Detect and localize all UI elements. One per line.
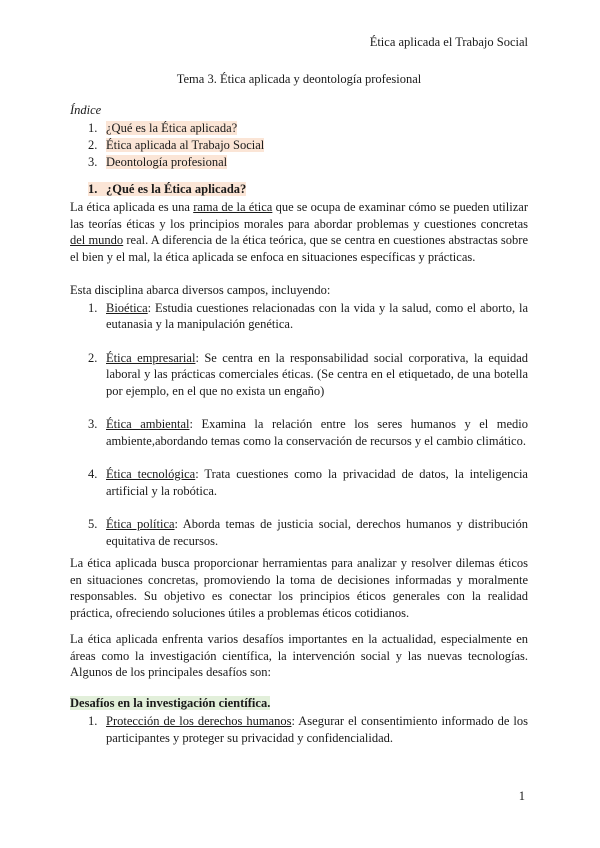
index-list	[70, 120, 528, 171]
index-label: Índice	[70, 103, 102, 117]
list-item-number: 1.	[88, 714, 98, 728]
list-item-term: Bioética	[106, 300, 148, 315]
section-1-heading-number: 1.	[88, 181, 98, 196]
intro-underlined-term: del mundo	[70, 233, 124, 247]
section-1-heading-highlight	[88, 182, 246, 196]
list-item-number: 2.	[88, 350, 98, 365]
list-item-number: 1.	[88, 300, 98, 315]
index-item-label: Deontología profesional	[106, 154, 228, 169]
section-1-heading	[70, 181, 528, 198]
list-item-description: : Aborda temas de justicia social, derechos humanos y distribución equitativa de recursos.	[106, 517, 528, 548]
index-item	[70, 120, 528, 137]
list-item-term: Protección de los derechos humanos	[106, 714, 292, 728]
challenges-heading	[70, 695, 528, 712]
list-item	[70, 516, 528, 549]
challenges-list	[70, 713, 528, 746]
list-item-description: : Examina la relación entre los seres humanos y el medio ambiente,abordando temas como la conservación de recursos y el cambio climático.	[106, 417, 528, 448]
header-text: Ética aplicada el Trabajo Social	[369, 35, 528, 49]
list-item-term: Ética política	[106, 517, 175, 531]
document-title-text: Tema 3. Ética aplicada y deontología profesional	[176, 71, 422, 86]
list-item-term: Ética ambiental	[106, 417, 190, 431]
list-item	[70, 713, 528, 746]
list-item-description: : Trata cuestiones como la privacidad de datos, la inteligencia artificial y la robótica.	[106, 467, 528, 498]
list-item-number: 3.	[88, 417, 98, 431]
list-item	[70, 416, 528, 449]
index-item-label: Ética aplicada al Trabajo Social	[106, 137, 265, 152]
body-paragraph: La ética aplicada busca proporcionar herramientas para analizar y resolver dilemas éticos en situaciones concretas, promoviendo la toma de decisiones informadas y moralmente responsables. Su objetivo es conectar los principios éticos generales con la realidad práctica, ofreciendo soluciones útiles a problemas éticos cotidianos.	[70, 556, 528, 620]
index-item-number: 2.	[88, 137, 98, 152]
list-item	[70, 350, 528, 400]
list-item-term: Ética tecnológica	[106, 467, 196, 481]
challenges-heading-text: Desafíos en la investigación científica.	[70, 695, 271, 710]
index-item-number: 3.	[88, 154, 98, 169]
intro-segment: que se ocupa de examinar cómo se pueden utilizar las teorías éticas y los principios morales para abordar problemas y cuestiones concretas	[70, 200, 528, 231]
intro-paragraph	[70, 199, 528, 265]
index-item-number: 1.	[88, 120, 98, 135]
intro-underlined-term: rama de la ética	[193, 200, 273, 214]
index-item	[70, 137, 528, 154]
list-item-number: 5.	[88, 517, 98, 531]
fields-list	[70, 300, 528, 550]
intro-segment: real. A diferencia de la ética teórica, que se centra en cuestiones abstractas sobre el bien y el mal, la ética aplicada se enfoca en situaciones específicas y prácticas.	[70, 233, 529, 264]
list-item	[70, 466, 528, 499]
intro-segment: La ética aplicada es una	[70, 200, 194, 214]
list-item-description: : Estudia cuestiones relacionadas con la vida y la salud, como el aborto, la eutanasia y la manipulación genética.	[106, 300, 528, 331]
list-item-term: Ética empresarial	[106, 350, 196, 365]
list-item-number: 4.	[88, 467, 98, 481]
index-item-label: ¿Qué es la Ética aplicada?	[106, 120, 238, 135]
document-title	[70, 71, 528, 88]
page-header	[70, 34, 528, 51]
list-item	[70, 300, 528, 333]
list-item-description: : Asegurar el consentimiento informado de los participantes y proteger su privacidad y confidencialidad.	[106, 714, 528, 745]
fields-intro-line: Esta disciplina abarca diversos campos, incluyendo:	[70, 283, 331, 297]
section-1-heading-text: ¿Qué es la Ética aplicada?	[106, 181, 247, 196]
list-item-description: : Se centra en la responsabilidad social corporativa, la equidad laboral y las prácticas comerciales éticas. (Se centra en el etiquetado, de una botella por ejemplo, en el que no exista un engaño)	[106, 350, 528, 398]
page-number: 1	[518, 788, 525, 803]
index-item	[70, 154, 528, 171]
body-paragraph: La ética aplicada enfrenta varios desafíos importantes en la actualidad, especialmente en áreas como la investigación científica, la intervención social y las nuevas tecnologías. Algunos de los principales desafíos son:	[70, 632, 528, 679]
